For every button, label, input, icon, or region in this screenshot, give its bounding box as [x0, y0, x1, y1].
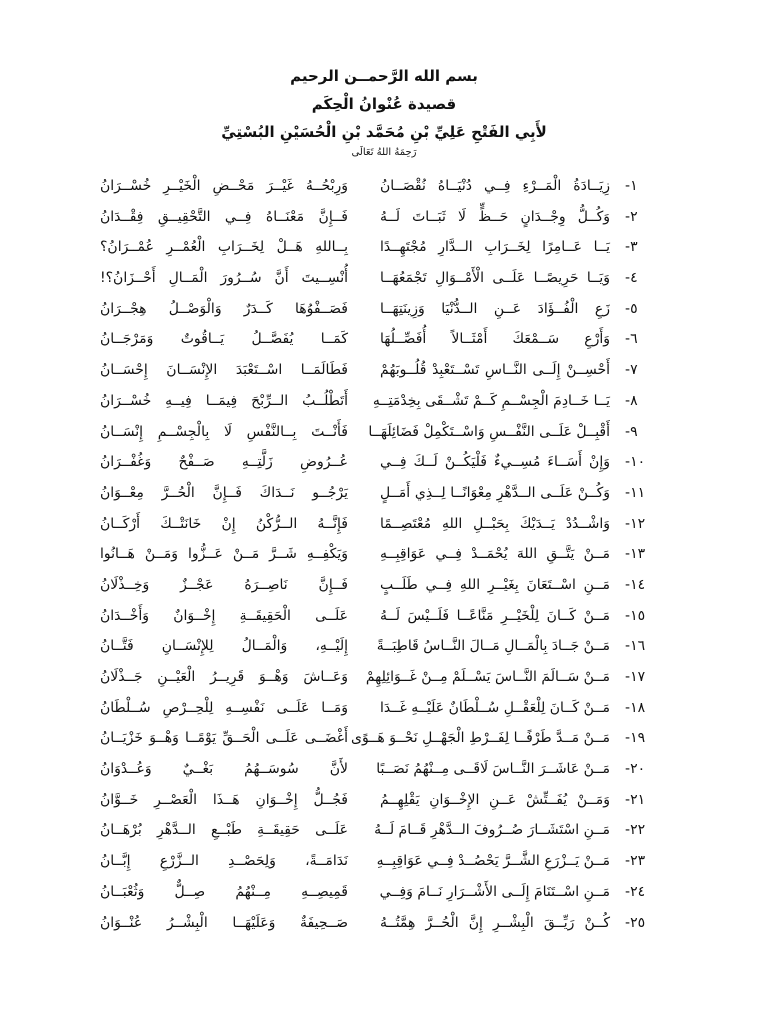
verse-second-hemistich: وَعَــاشَ وَهْــوَ قَرِيــرُ الْعَيْــنِ جَــذْلَانُ [100, 669, 348, 685]
verse-number: ٩- [625, 423, 638, 440]
verse-first-hemistich: مَــنْ يَــزْرَعِ الشَّــرَّ يَحْصُــدْ فِــي عَوَاقِبِــهِ [376, 853, 610, 870]
verse-first-hemistich: مَــنْ سَــالَمَ النَّــاسَ يَسْــلَمْ مِــنْ غَــوَائِلِهِمْ [365, 669, 610, 685]
verse-number: ١٨- [625, 699, 646, 716]
verse-second-hemistich: صَــحِيفَةٌ وَعَلَيْهَــا الْبِشْــرُ عُنْــوَانُ [100, 914, 348, 931]
verse-first-hemistich: زَعِ الْفُــؤَادَ عَــنِ الــدُّنْيَا وَزِينَتِهَــا [380, 300, 610, 317]
verse-second-hemistich: عَلَــى الْحَقِيقَــةِ إِخْــوَانٌ وَأَخْــدَانُ [100, 607, 348, 624]
verse-number: ٤- [625, 270, 638, 287]
verse-number: ١٢- [625, 515, 646, 532]
poem-title: قصيدة عُنْوانُ الْحِكَم [311, 95, 457, 113]
verse-second-hemistich: كَمَــا يُفَصَّــلُ يَــاقُوتٌ وَمَرْجَــانُ [100, 331, 348, 348]
verse-row [0, 602, 768, 633]
verse-row [0, 203, 768, 234]
verse-first-hemistich: وَإِنْ أَسَــاءَ مُسِــيءٌ فَلْيَكُــنْ لَــكَ فِــي [380, 454, 610, 471]
verse-number: ١٧- [625, 669, 646, 685]
verse-second-hemistich: قَمِيصِــهِ مِــنْهُمُ صِــلٌّ وَثُعْبَــانُ [100, 883, 348, 900]
verse-first-hemistich: أَقْبِــلْ عَلَــى النَّفْــسِ وَاسْــتَكْمِلْ فَضَائِلَهَــا [368, 423, 610, 440]
verse-number: ٢٢- [625, 822, 646, 839]
verse-first-hemistich: وَكُــنْ عَلَــى الــدَّهْرِ مِعْوَانًــا لِــذِي أَمَــلٍ [380, 484, 610, 501]
verse-number: ١٤- [625, 576, 646, 593]
verse-row [0, 295, 768, 326]
verse-first-hemistich: مَــنْ كَــانَ لِلْعَقْــلِ سُــلْطَانٌ عَلَيْــهِ غَــدَا [380, 699, 610, 716]
verse-second-hemistich: فَجُــلُّ إِخْــوَانِ هَــذَا الْعَصْــرِ خَــوَّانُ [100, 791, 348, 808]
verse-second-hemistich: نَدَامَــةً، وَلِحَصْــدِ الــزَّرْعِ إِبَّــانُ [100, 853, 348, 870]
verse-number: ١٩- [625, 730, 646, 747]
poem-body [0, 172, 768, 939]
verse-first-hemistich: أَحْسِــنْ إِلَــى النَّــاسِ تَسْــتَعْبِدْ قُلُــوبَهُمْ [380, 362, 610, 379]
verse-number: ٢٣- [625, 853, 646, 870]
verse-first-hemistich: يَــا خَــادِمَ الْجِسْــمِ كَــمْ تَشْــقَى بِخِدْمَتِــهِ [372, 392, 610, 409]
verse-number: ٢٤- [625, 883, 646, 900]
verse-number: ٦- [625, 331, 638, 348]
verse-number: ١- [625, 178, 638, 194]
verse-number: ٢- [625, 208, 638, 225]
verse-second-hemistich: فَإِنَّــهُ الــرُّكْنُ إِنْ خَانَتْــكَ أَرْكَــانُ [100, 515, 348, 532]
verse-row [0, 786, 768, 817]
verse-second-hemistich: بِــاللهِ هَــلْ لِخَــرَابِ الْعُمْــرِ عُمْــرَانُ؟ [100, 239, 348, 256]
verse-row [0, 356, 768, 387]
verse-row [0, 909, 768, 940]
verse-first-hemistich: مَــنِ اسْتَشَــارَ صُــرُوفَ الــدَّهْرِ قَــامَ لَــهُ [374, 822, 610, 839]
verse-row [0, 571, 768, 602]
verse-row [0, 479, 768, 510]
verse-row [0, 264, 768, 295]
verse-row [0, 387, 768, 418]
verse-row [0, 510, 768, 541]
verse-first-hemistich: مَــنْ عَاشَــرَ النَّــاسَ لَاقَــى مِــنْهُمُ نَصَــبًا [376, 761, 610, 778]
verse-first-hemistich: مَــنْ يَتَّــقِ اللهَ يُحْمَــدْ فِــي عَوَاقِبِــهِ [380, 546, 610, 563]
verse-second-hemistich: فَــإِنَّ مَعْنَــاهُ فِــي التَّحْقِيــقِ فِقْــدَانُ [100, 208, 348, 225]
poem-author: لأَبِي الفَتْحِ عَلِيِّ بْنِ مُحَمَّد بْنِ الْحُسَيْنِ البُسْتِيِّ [221, 123, 547, 141]
verse-number: ١٠- [625, 454, 646, 471]
verse-second-hemistich: فَأَنْــتَ بِــالنَّفْسِ لَا بِالْجِسْــمِ إِنْسَــانُ [100, 423, 348, 440]
verse-first-hemistich: وَأَرْعِ سَــمْعَكَ أَمْثَــالاً أُفَصِّــلُهَا [380, 331, 610, 348]
verse-number: ٨- [625, 392, 638, 409]
verse-row [0, 233, 768, 264]
verse-number: ٧- [625, 362, 638, 379]
verse-row [0, 724, 768, 755]
verse-row [0, 540, 768, 571]
verse-second-hemistich: وَيَكْفِــهِ شَــرَّ مَــنْ عَــزُّوا وَمَــنْ هَــانُوا [100, 546, 348, 563]
verse-second-hemistich: وَمَــا عَلَــى نَفْسِــهِ لِلْحِــرْصِ سُــلْطَانُ [100, 699, 348, 716]
verse-row [0, 878, 768, 909]
verse-first-hemistich: مَــنْ جَــادَ بِالْمَــالِ مَــالَ النَّــاسُ قَاطِبَــةً [376, 638, 610, 655]
verse-second-hemistich: وَرِبْحُــهُ غَيْــرَ مَحْــضِ الْخَيْــرِ خُسْــرَانُ [100, 178, 348, 194]
verse-number: ٢٥- [625, 914, 646, 931]
verse-row [0, 325, 768, 356]
verse-first-hemistich: مَــنِ اسْــتَنَامَ إِلَــى الأَشْــرَارِ نَــامَ وَفِــي [379, 883, 610, 900]
verse-second-hemistich: لأَنَّ سُوسَــهُمُ بَغْــيٌ وَعُــدْوَانُ [100, 761, 348, 778]
verse-second-hemistich: أُنْسِــيتَ أَنَّ سُــرُورَ الْمَــالِ أَحْــزَانُ؟! [100, 270, 348, 287]
verse-second-hemistich: أَتَطْلُــبُ الــرِّبْحَ فِيمَــا فِيــهِ خُسْــرَانُ [100, 392, 348, 409]
verse-first-hemistich: مَــنْ مَــدَّ طَرْفًــا لِفَــرْطِ الْجَهْــلِ نَحْــوَ هَــوًى [351, 730, 610, 747]
verse-second-hemistich: فَــإِنَّ نَاصِــرَهُ عَجْــزٌ وَخِــذْلَانُ [100, 576, 348, 593]
verse-first-hemistich: مَــنِ اسْــتَعَانَ بِغَيْــرِ اللهِ فِــي طَلَــبٍ [380, 576, 610, 593]
verse-second-hemistich: أَغْضَــى عَلَــى الْحَــقِّ يَوْمًــا وَهْــوَ خَزْيَــانُ [100, 730, 348, 747]
verse-second-hemistich: عَلَــى حَقِيقَــةِ طَبْــعِ الــدَّهْرِ بُرْهَــانُ [100, 822, 348, 839]
verse-second-hemistich: إِلَيْــهِ، وَالْمَــالُ لِلإِنْسَــانِ فَتَّــانُ [100, 638, 348, 655]
verse-row [0, 448, 768, 479]
verse-row [0, 816, 768, 847]
verse-row [0, 663, 768, 694]
verse-row [0, 418, 768, 449]
verse-number: ٢١- [625, 791, 646, 808]
verse-row [0, 694, 768, 725]
verse-first-hemistich: زِيَــادَةُ الْمَــرْءِ فِــي دُنْيَــاهُ نُقْصَــانُ [380, 178, 610, 194]
verse-number: ٥- [625, 300, 638, 317]
verse-first-hemistich: يَــا عَــامِرًا لِخَــرَابِ الــدَّارِ مُجْتَهِــدًا [380, 239, 610, 256]
verse-second-hemistich: يَرْجُــو نَــدَاكَ فَــإِنَّ الْحُــرَّ مِعْــوَانُ [100, 484, 348, 501]
verse-first-hemistich: وَاشْــدُدْ يَــدَيْكَ بِحَبْــلِ اللهِ مُعْتَصِــمًا [380, 515, 610, 532]
verse-first-hemistich: كُــنْ رَيِّــقَ الْبِشْــرِ إِنَّ الْحُــرَّ هِمَّتُــهُ [380, 914, 610, 931]
verse-number: ١٦- [625, 638, 646, 655]
verse-row [0, 632, 768, 663]
verse-first-hemistich: وَيَــا حَرِيصًــا عَلَــى الْأَمْــوَالِ تَجْمَعُهَــا [380, 270, 610, 287]
author-blessing: رَحِمَهُ اللهُ تَعَالَى [351, 147, 417, 158]
verse-row [0, 847, 768, 878]
verse-row [0, 755, 768, 786]
verse-first-hemistich: وَكُــلُّ وِجْــدَانٍ حَــظٍّ لَا ثَبَــاتَ لَــهُ [380, 208, 610, 225]
verse-number: ١٣- [625, 546, 646, 563]
verse-second-hemistich: عُــرُوضِ زَلَّتِــهِ صَــفْحٌ وَغُفْــرَانُ [100, 454, 348, 471]
verse-row [0, 172, 768, 203]
verse-first-hemistich: مَــنْ كَــانَ لِلْخَيْــرِ مَنَّاعًــا فَلَــيْسَ لَــهُ [380, 607, 610, 624]
verse-number: ٢٠- [625, 761, 646, 778]
verse-number: ١٥- [625, 607, 646, 624]
verse-number: ١١- [625, 484, 646, 501]
verse-number: ٣- [625, 239, 638, 256]
verse-second-hemistich: فَصَــفْوُهَا كَــدَرٌ وَالْوَصْــلُ هِجْــرَانُ [100, 300, 348, 317]
verse-first-hemistich: وَمَــنْ يُفَــتِّشْ عَــنِ الإِخْــوَانِ يَقْلِهِــمُ [380, 791, 610, 808]
verse-second-hemistich: فَطَالَمَــا اسْــتَعْبَدَ الإِنْسَــانَ إِحْسَــانُ [100, 362, 348, 379]
basmala: بسم الله الرَّحمــن الرحيم [290, 67, 478, 85]
document-header [0, 62, 768, 160]
